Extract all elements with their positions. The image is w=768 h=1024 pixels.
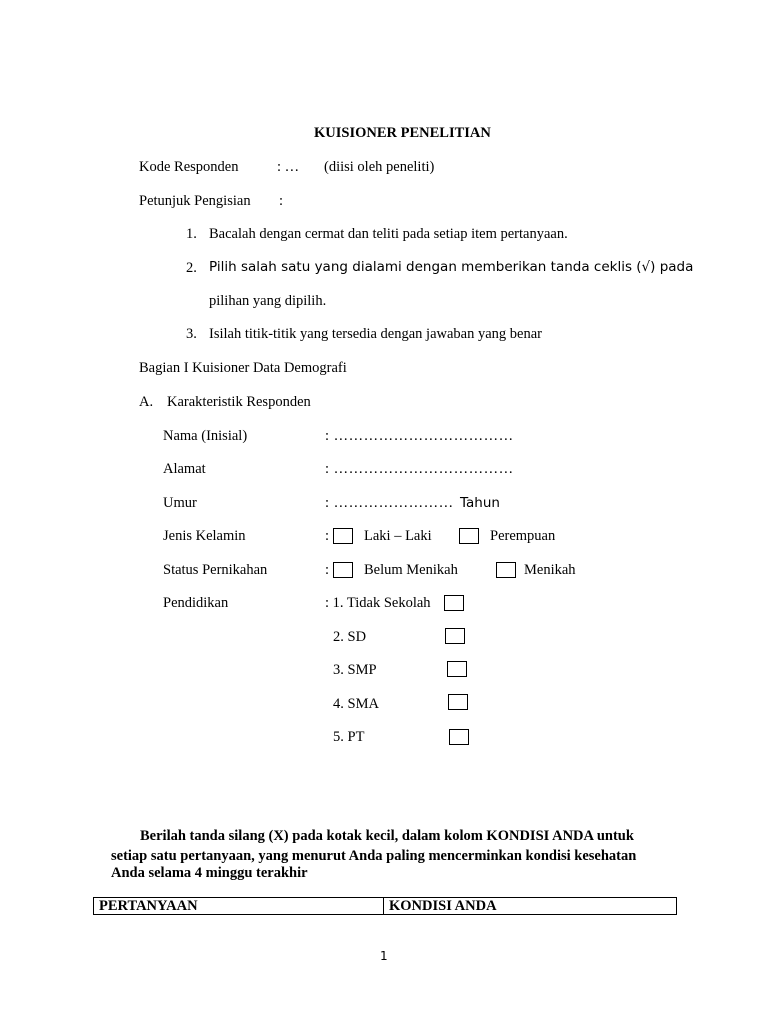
nama-field[interactable]: : ………………………………	[325, 428, 514, 444]
instruction-paragraph-line: Berilah tanda silang (X) pada kotak kecil, dalam kolom KONDISI ANDA untuk	[140, 828, 634, 844]
kode-responden-separator: : …	[277, 159, 300, 175]
status-pernikahan-separator: :	[325, 562, 330, 578]
instruction-text-continued: pilihan yang dipilih.	[209, 293, 327, 309]
perempuan-checkbox[interactable]	[459, 528, 479, 544]
jenis-kelamin-label: Jenis Kelamin	[163, 528, 246, 544]
instruction-number: 3.	[186, 326, 197, 342]
column-header-kondisi-anda: KONDISI ANDA	[389, 898, 497, 914]
question-table-header	[93, 897, 677, 915]
pendidikan-option-label: 5. PT	[333, 729, 365, 745]
instruction-paragraph-line: setiap satu pertanyaan, yang menurut Anda paling mencerminkan kondisi kesehatan	[111, 848, 637, 864]
umur-label: Umur	[163, 495, 197, 511]
umur-field[interactable]: : ……………………	[325, 495, 454, 511]
section-heading: Bagian I Kuisioner Data Demografi	[139, 360, 347, 376]
menikah-label: Menikah	[524, 562, 576, 578]
kode-responden-note: (diisi oleh peneliti)	[324, 159, 435, 175]
alamat-field[interactable]: : ………………………………	[325, 461, 514, 477]
page-title: KUISIONER PENELITIAN	[314, 125, 491, 141]
menikah-checkbox[interactable]	[496, 562, 516, 578]
belum-menikah-checkbox[interactable]	[333, 562, 353, 578]
instruction-text: Bacalah dengan cermat dan teliti pada setiap item pertanyaan.	[209, 226, 568, 242]
status-pernikahan-label: Status Pernikahan	[163, 562, 268, 578]
sd-checkbox[interactable]	[445, 628, 465, 644]
instruction-text: Pilih salah satu yang dialami dengan memberikan tanda ceklis (√) pada	[209, 259, 694, 275]
nama-label: Nama (Inisial)	[163, 428, 248, 444]
instruction-text: Isilah titik-titik yang tersedia dengan jawaban yang benar	[209, 326, 542, 342]
tidak-sekolah-checkbox[interactable]	[444, 595, 464, 611]
page-number: 1	[380, 949, 388, 963]
subsection-heading: Karakteristik Responden	[167, 394, 311, 410]
instruction-number: 2.	[186, 260, 197, 276]
pendidikan-label: Pendidikan	[163, 595, 229, 611]
alamat-label: Alamat	[163, 461, 206, 477]
instruction-number: 1.	[186, 226, 197, 242]
laki-laki-label: Laki – Laki	[364, 528, 432, 544]
pendidikan-option-label: : 1. Tidak Sekolah	[325, 595, 431, 611]
perempuan-label: Perempuan	[490, 528, 556, 544]
jenis-kelamin-separator: :	[325, 528, 330, 544]
petunjuk-separator: :	[279, 193, 284, 209]
instruction-paragraph-line: Anda selama 4 minggu terakhir	[111, 865, 308, 881]
umur-unit: Tahun	[460, 495, 500, 511]
column-header-pertanyaan: PERTANYAAN	[94, 898, 384, 914]
kode-responden-label: Kode Responden	[139, 159, 239, 175]
subsection-number: A.	[139, 394, 154, 410]
pendidikan-option-label: 2. SD	[333, 629, 367, 645]
pendidikan-option-label: 3. SMP	[333, 662, 377, 678]
sma-checkbox[interactable]	[448, 694, 468, 710]
belum-menikah-label: Belum Menikah	[364, 562, 458, 578]
petunjuk-label: Petunjuk Pengisian	[139, 193, 251, 209]
pt-checkbox[interactable]	[449, 729, 469, 745]
laki-laki-checkbox[interactable]	[333, 528, 353, 544]
smp-checkbox[interactable]	[447, 661, 467, 677]
pendidikan-option-label: 4. SMA	[333, 696, 379, 712]
